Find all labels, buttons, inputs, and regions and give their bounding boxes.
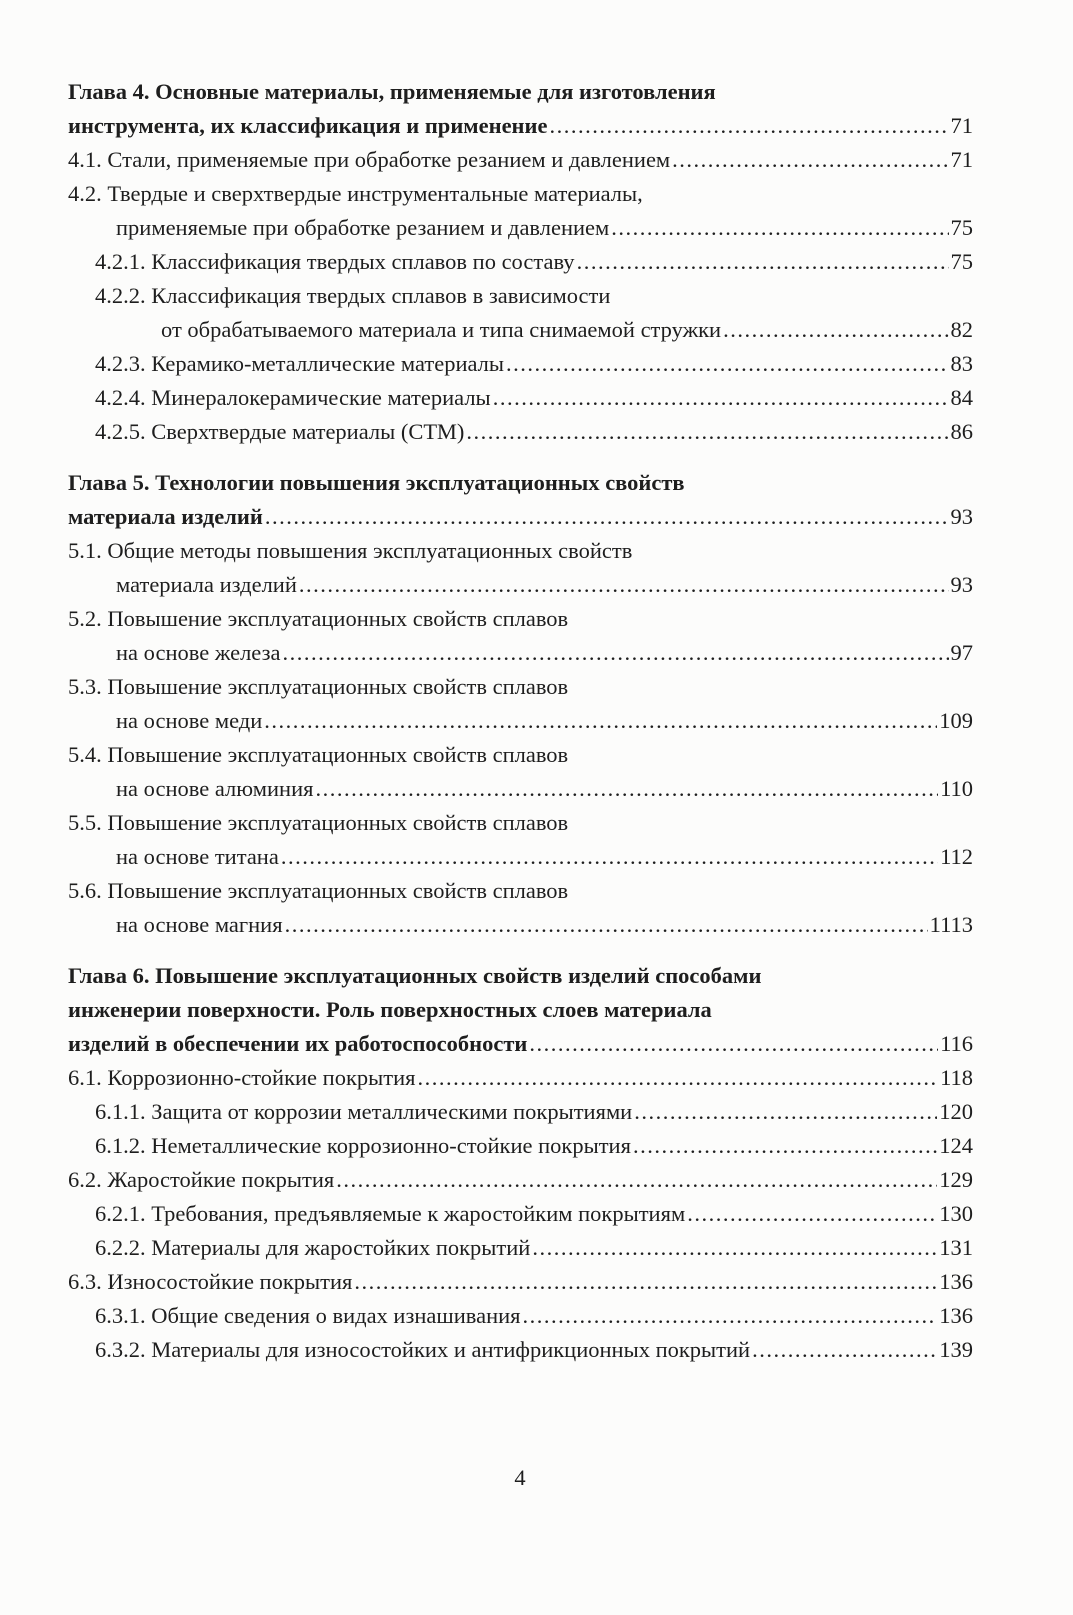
toc-entry-text: на основе алюминия — [116, 776, 314, 801]
toc-chapter — [68, 959, 973, 1367]
toc-entry — [68, 1231, 973, 1265]
dot-leader — [315, 772, 938, 806]
toc-entry-page-number: 139 — [939, 1337, 973, 1362]
chapter-title-text: материала изделий — [68, 504, 263, 529]
toc-entry — [68, 1299, 973, 1333]
chapter-title-line: Глава 6. Повышение эксплуатационных свойств изделий способами — [68, 963, 762, 988]
toc-entry-page-number: 97 — [950, 640, 973, 665]
table-of-contents — [68, 75, 973, 1367]
toc-entry-line: 5.6. Повышение эксплуатационных свойств сплавов — [68, 878, 569, 903]
toc-entry-page-number: 71 — [950, 147, 973, 172]
dot-leader — [285, 908, 928, 942]
toc-entry-page-number: 118 — [940, 1065, 973, 1090]
toc-entry — [68, 840, 973, 874]
dot-leader — [752, 1333, 937, 1367]
toc-entry — [68, 347, 973, 381]
toc-entry-page-number: 129 — [939, 1167, 973, 1192]
toc-entry-line: 5.3. Повышение эксплуатационных свойств сплавов — [68, 674, 569, 699]
toc-entry-text: от обрабатываемого материала и типа снимаемой стружки — [161, 317, 722, 342]
toc-entry-page-number: 109 — [939, 708, 973, 733]
toc-entry-text: на основе железа — [116, 640, 281, 665]
toc-entry-page-number: 110 — [940, 776, 973, 801]
toc-entry-text: 4.1. Стали, применяемые при обработке резанием и давлением — [68, 147, 671, 172]
toc-entry-text: 4.2.4. Минералокерамические материалы — [95, 385, 491, 410]
toc-entry-line: 5.4. Повышение эксплуатационных свойств сплавов — [68, 742, 569, 767]
dot-leader — [336, 1163, 937, 1197]
dot-leader — [672, 143, 948, 177]
dot-leader — [417, 1061, 938, 1095]
chapter-title-line: инженерии поверхности. Роль поверхностных слоев материала — [68, 997, 712, 1022]
toc-entry-page-number: 86 — [950, 419, 973, 444]
dot-leader — [523, 1299, 938, 1333]
toc-entry — [68, 381, 973, 415]
dot-leader — [633, 1129, 937, 1163]
toc-entry-page-number: 120 — [939, 1099, 973, 1124]
chapter-title-row — [68, 1027, 973, 1061]
dot-leader — [264, 704, 937, 738]
toc-entry-text: применяемые при обработке резанием и давлением — [116, 215, 610, 240]
toc-entry-page-number: 1113 — [929, 912, 973, 937]
toc-entry-page-number: 82 — [950, 317, 973, 342]
toc-entry-page-number: 131 — [939, 1235, 973, 1260]
toc-entry-text: 6.1.2. Неметаллические коррозионно-стойкие покрытия — [95, 1133, 631, 1158]
toc-entry-text: на основе магния — [116, 912, 283, 937]
dot-leader — [493, 381, 949, 415]
toc-entry — [68, 1265, 973, 1299]
toc-entry-text: 6.1. Коррозионно-стойкие покрытия — [68, 1065, 416, 1090]
dot-leader — [577, 245, 949, 279]
toc-entry-page-number: 112 — [940, 844, 973, 869]
toc-entry-text: на основе меди — [116, 708, 263, 733]
chapter-title-text: инструмента, их классификация и применение — [68, 113, 548, 138]
toc-entry-page-number: 75 — [950, 249, 973, 274]
toc-entry-text: 6.3. Износостойкие покрытия — [68, 1269, 353, 1294]
dot-leader — [687, 1197, 937, 1231]
chapter-title-line: Глава 4. Основные материалы, применяемые для изготовления — [68, 79, 716, 104]
dot-leader — [634, 1095, 937, 1129]
toc-entry-text: 6.1.1. Защита от коррозии металлическими покрытиями — [95, 1099, 633, 1124]
toc-entry-text: 6.2.2. Материалы для жаростойких покрытий — [95, 1235, 531, 1260]
toc-entry-page-number: 136 — [939, 1303, 973, 1328]
toc-entry — [68, 772, 973, 806]
toc-entry — [68, 1197, 973, 1231]
chapter-title-line: Глава 5. Технологии повышения эксплуатационных свойств — [68, 470, 685, 495]
dot-leader — [466, 415, 948, 449]
toc-entry-text: 4.2.1. Классификация твердых сплавов по составу — [95, 249, 575, 274]
toc-entry-text: 4.2.3. Керамико-металлические материалы — [95, 351, 505, 376]
dot-leader — [532, 1231, 937, 1265]
toc-entry — [68, 1333, 973, 1367]
dot-leader — [354, 1265, 937, 1299]
toc-entry — [68, 568, 973, 602]
dot-leader — [506, 347, 948, 381]
page-number: 4 — [514, 1465, 526, 1490]
toc-entry — [68, 313, 973, 347]
chapter-title-text: изделий в обеспечении их работоспособности — [68, 1031, 528, 1056]
toc-entry-text: 6.3.2. Материалы для износостойких и антифрикционных покрытий — [95, 1337, 751, 1362]
toc-entry-page-number: 75 — [950, 215, 973, 240]
toc-entry — [68, 211, 973, 245]
toc-entry — [68, 908, 973, 942]
toc-entry — [68, 1061, 973, 1095]
toc-entry-page-number: 130 — [939, 1201, 973, 1226]
dot-leader — [723, 313, 948, 347]
toc-entry-text: 6.2. Жаростойкие покрытия — [68, 1167, 335, 1192]
toc-entry-page-number: 136 — [939, 1269, 973, 1294]
toc-entry-line: 5.2. Повышение эксплуатационных свойств сплавов — [68, 606, 569, 631]
dot-leader — [265, 500, 949, 534]
toc-entry-text: 6.3.1. Общие сведения о видах изнашивания — [95, 1303, 521, 1328]
dot-leader — [299, 568, 949, 602]
chapter-title-row — [68, 109, 973, 143]
toc-entry-line: 4.2. Твердые и сверхтвердые инструментальные материалы, — [68, 181, 643, 206]
dot-leader — [549, 109, 948, 143]
chapter-page-number: 116 — [940, 1031, 973, 1056]
toc-entry-page-number: 84 — [950, 385, 973, 410]
dot-leader — [282, 636, 948, 670]
toc-entry — [68, 1129, 973, 1163]
toc-entry-line: 5.1. Общие методы повышения эксплуатационных свойств — [68, 538, 633, 563]
toc-entry-text: на основе титана — [116, 844, 279, 869]
dot-leader — [529, 1027, 938, 1061]
toc-entry-text: 4.2.5. Сверхтвердые материалы (СТМ) — [95, 419, 465, 444]
toc-entry — [68, 415, 973, 449]
chapter-page-number: 71 — [950, 113, 973, 138]
chapter-title-row — [68, 500, 973, 534]
toc-entry — [68, 1163, 973, 1197]
dot-leader — [611, 211, 948, 245]
toc-entry — [68, 143, 973, 177]
dot-leader — [281, 840, 938, 874]
chapter-page-number: 93 — [950, 504, 973, 529]
toc-entry-page-number: 83 — [950, 351, 973, 376]
toc-entry — [68, 636, 973, 670]
toc-entry-text: материала изделий — [116, 572, 297, 597]
toc-entry-line: 4.2.2. Классификация твердых сплавов в зависимости — [95, 283, 611, 308]
toc-entry-text: 6.2.1. Требования, предъявляемые к жаростойким покрытиям — [95, 1201, 686, 1226]
toc-entry-page-number: 124 — [939, 1133, 973, 1158]
toc-chapter — [68, 75, 973, 449]
toc-entry — [68, 1095, 973, 1129]
toc-entry — [68, 245, 973, 279]
toc-chapter — [68, 466, 973, 942]
toc-entry — [68, 704, 973, 738]
toc-entry-line: 5.5. Повышение эксплуатационных свойств сплавов — [68, 810, 569, 835]
toc-entry-page-number: 93 — [950, 572, 973, 597]
